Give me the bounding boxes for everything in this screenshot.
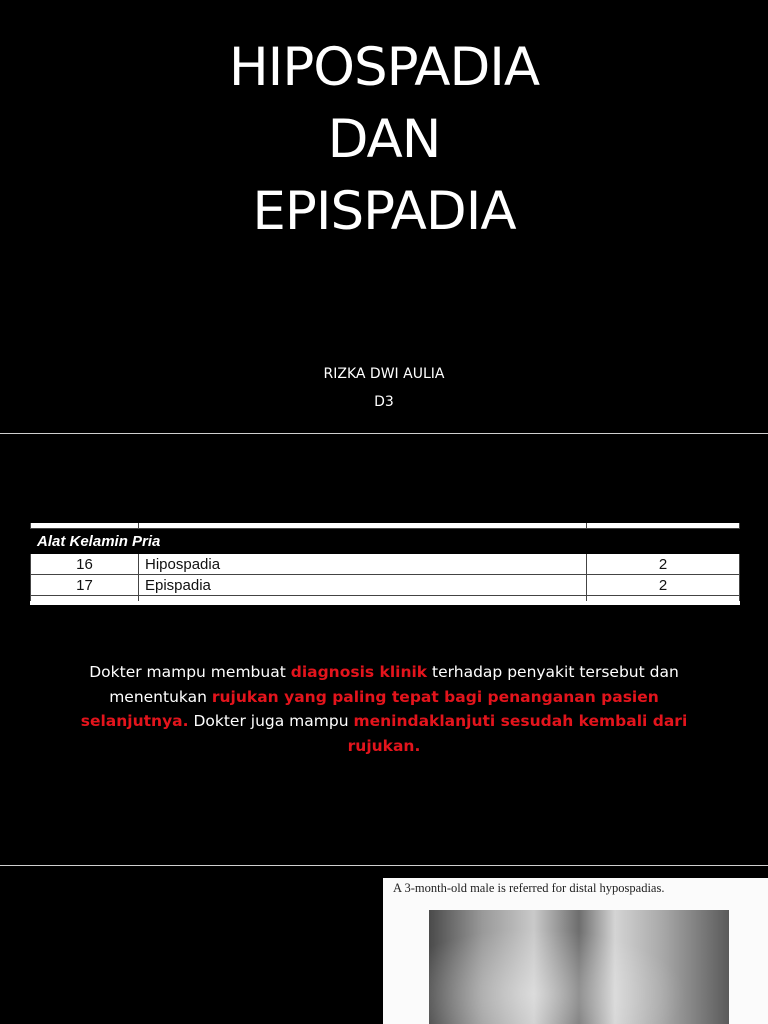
para-text: Dokter mampu membuat: [89, 663, 291, 681]
title-line-3: EPISPADIA: [252, 181, 516, 242]
table-cut-row: [31, 596, 740, 602]
para-highlight: menindaklanjuti sesudah kembali dari rujukan.: [347, 712, 688, 755]
author-name: RIZKA DWI AULIA: [323, 366, 445, 382]
para-highlight: diagnosis klinik: [290, 663, 428, 681]
competency-slide: [0, 434, 768, 865]
clinical-photo: [429, 910, 729, 1024]
competency-table-image: [30, 523, 740, 605]
row-number: 17: [31, 575, 139, 596]
photo-shading: [429, 910, 729, 1024]
row-number: 16: [31, 554, 139, 575]
row-name: Epispadia: [139, 575, 587, 596]
author-subtitle: D3: [374, 394, 394, 410]
row-level: 2: [587, 575, 740, 596]
para-highlight: rujukan yang paling tepat bagi penanganan pasien selanjutnya.: [80, 687, 659, 730]
para-text: terhadap penyakit tersebut dan menentukan: [109, 663, 679, 706]
row-level: 2: [587, 554, 740, 575]
para-text: Dokter juga mampu: [188, 712, 354, 730]
title-slide: [0, 0, 768, 433]
slide-title: [0, 32, 768, 248]
case-figure: [383, 878, 768, 1024]
figure-caption: A 3-month-old male is referred for distal hypospadias.: [393, 881, 665, 895]
table-row: [31, 575, 740, 596]
competency-table: [30, 523, 740, 601]
table-row: [31, 554, 740, 575]
row-name: Hipospadia: [139, 554, 587, 575]
category-label: Alat Kelamin Pria: [31, 529, 740, 554]
competency-paragraph: [56, 660, 712, 758]
case-slide: [0, 866, 768, 1024]
table-category-row: [31, 529, 740, 554]
title-line-1: HIPOSPADIA: [228, 37, 540, 98]
title-line-2: DAN: [327, 109, 441, 170]
author-block: [0, 360, 768, 416]
